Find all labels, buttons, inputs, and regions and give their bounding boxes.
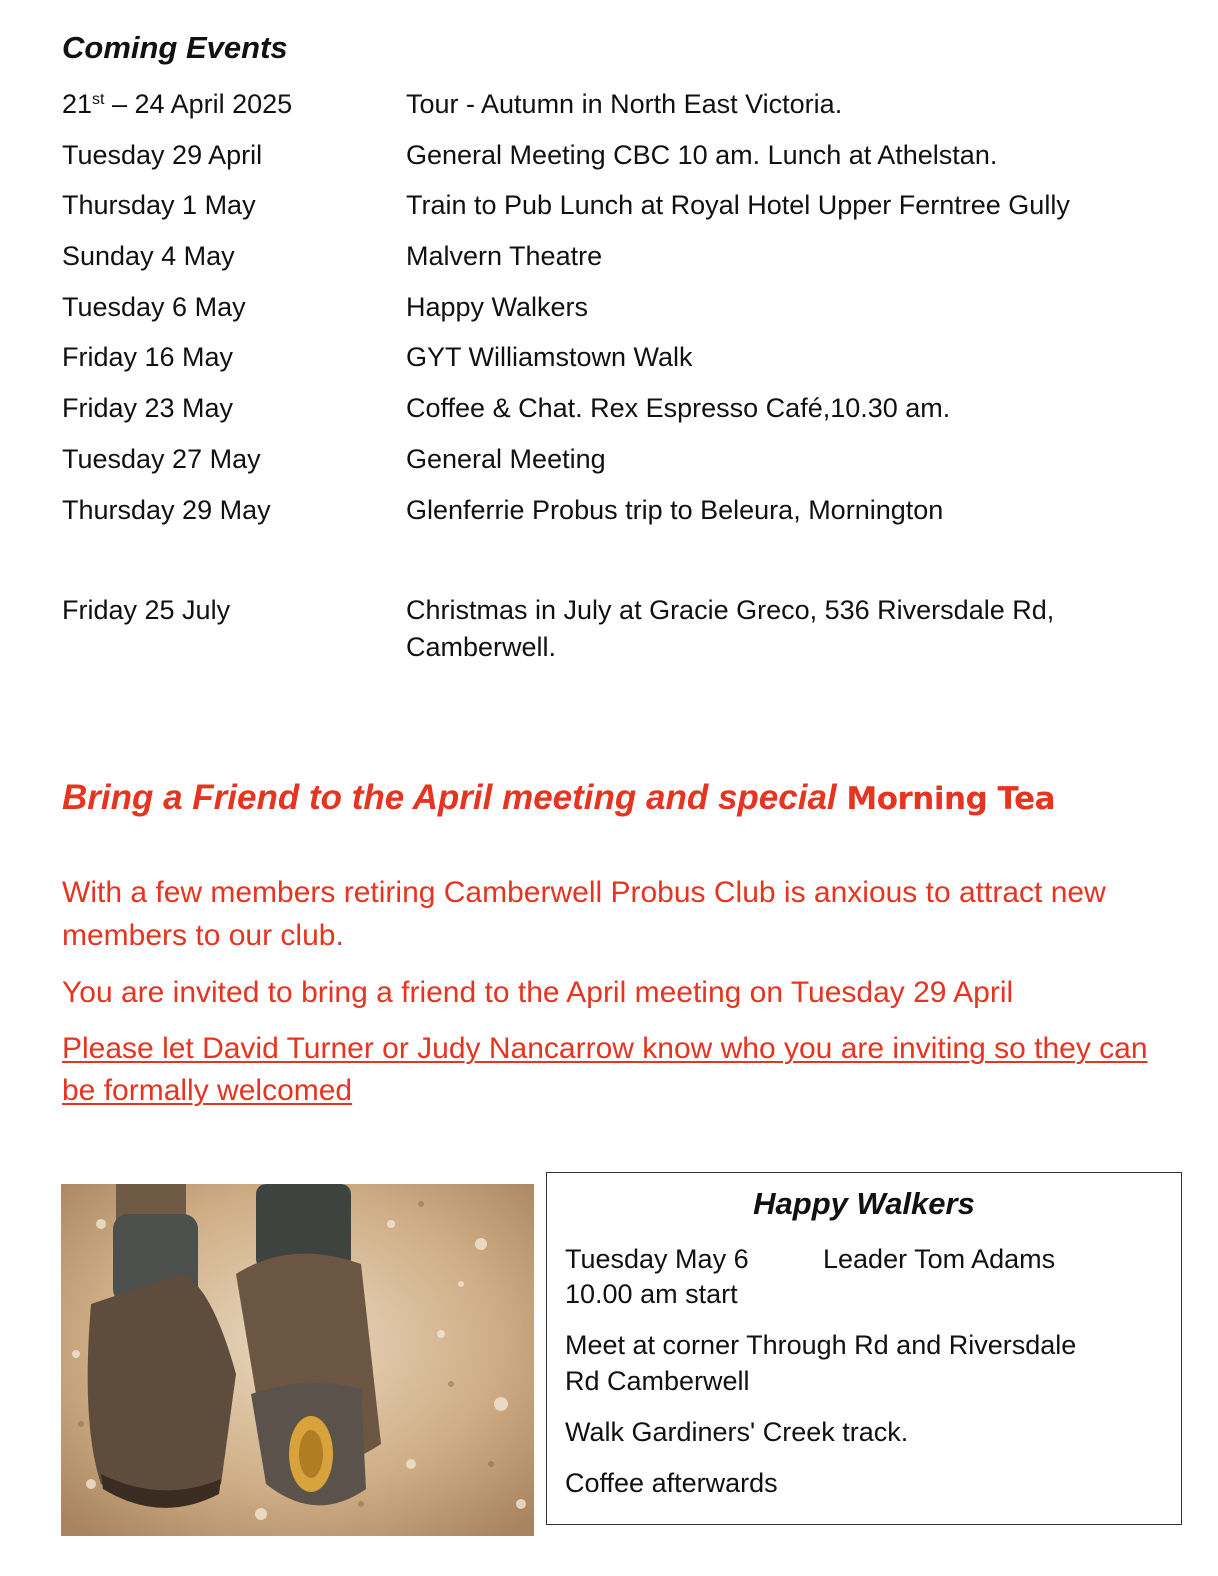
event-description-9: Glenferrie Probus trip to Beleura, Mornington (406, 495, 944, 525)
coming-events-heading: Coming Events (62, 30, 288, 65)
promo-paragraph-invite: You are invited to bring a friend to the April meeting on Tuesday 29 April (62, 976, 1014, 1009)
event-date-7: Friday 23 May (62, 393, 234, 423)
event-description-5: Happy Walkers (406, 292, 589, 322)
walking-boots-icon (61, 1184, 534, 1536)
event-date-9: Thursday 29 May (62, 495, 271, 525)
walk-start-time: 10.00 am start (565, 1279, 738, 1309)
event-description-7: Coffee & Chat. Rex Espresso Café,10.30 am. (406, 393, 951, 423)
walk-meet-line-1: Meet at corner Through Rd and Riversdale (565, 1330, 1077, 1360)
event-date-1: 21st – 24 April 2025 (62, 89, 293, 119)
walk-meet-line-2: Rd Camberwell (565, 1366, 750, 1396)
event-date-10: Friday 25 July (62, 595, 231, 625)
walk-route: Walk Gardiners' Creek track. (565, 1417, 909, 1447)
walk-date: Tuesday May 6 (565, 1244, 749, 1274)
event-description-3: Train to Pub Lunch at Royal Hotel Upper Ferntree Gully (406, 190, 1070, 220)
event-date-3: Thursday 1 May (62, 190, 256, 220)
event-date-8: Tuesday 27 May (62, 444, 261, 474)
walk-coffee: Coffee afterwards (565, 1468, 778, 1498)
event-description-6: GYT Williamstown Walk (406, 342, 693, 372)
event-description-4: Malvern Theatre (406, 241, 603, 271)
event-date-6: Friday 16 May (62, 342, 234, 372)
event-description-1: Tour - Autumn in North East Victoria. (406, 89, 843, 119)
promo-paragraph-attract: With a few members retiring Camberwell Probus Club is anxious to attract new members to our club. (62, 876, 1106, 952)
event-description-2: General Meeting CBC 10 am. Lunch at Athelstan. (406, 140, 998, 170)
happy-walkers-box (546, 1172, 1182, 1525)
event-description-10: Christmas in July at Gracie Greco, 536 Riversdale Rd, Camberwell. (406, 595, 1055, 662)
event-description-8: General Meeting (406, 444, 606, 474)
walk-leader: Leader Tom Adams (823, 1244, 1056, 1274)
promo-contact-link[interactable]: Please let David Turner or Judy Nancarrow know who you are inviting so they can be formally welcomed (62, 1032, 1148, 1107)
happy-walkers-title: Happy Walkers (753, 1186, 975, 1221)
promo-title: Bring a Friend to the April meeting and special Morning Tea (62, 778, 1056, 817)
event-date-5: Tuesday 6 May (62, 292, 246, 322)
event-date-4: Sunday 4 May (62, 241, 235, 271)
walking-boots-photo (61, 1184, 534, 1536)
event-date-2: Tuesday 29 April (62, 140, 263, 170)
